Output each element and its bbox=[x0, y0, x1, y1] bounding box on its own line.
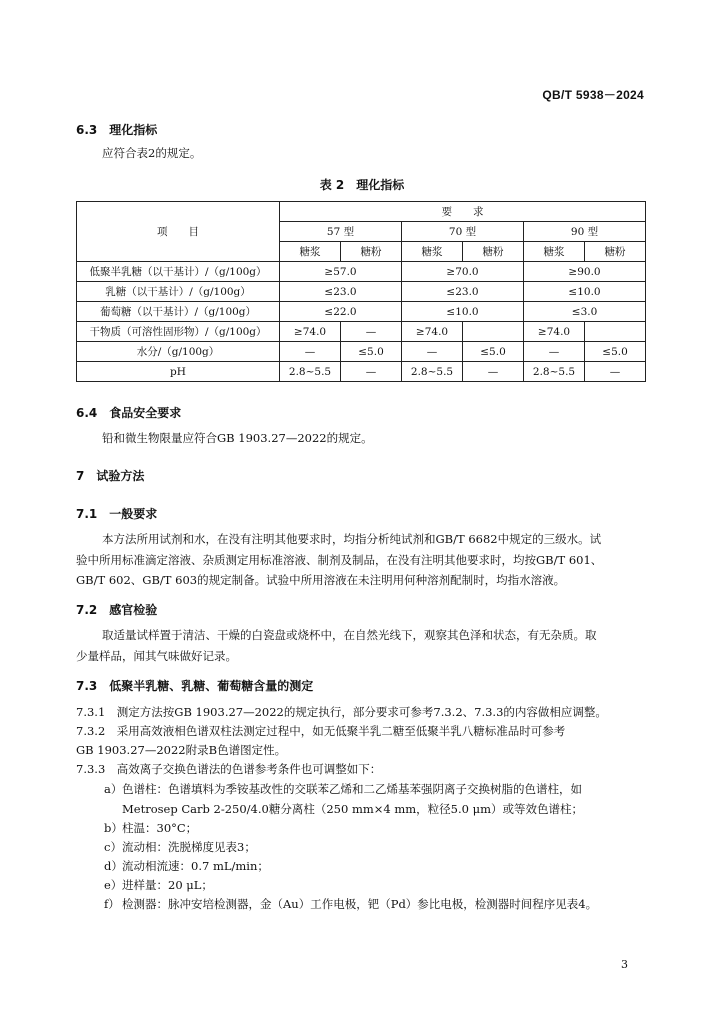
table-cell: ≤10.0 bbox=[402, 302, 524, 322]
table-cell: — bbox=[280, 342, 341, 362]
table-row-label: 水分/（g/100g） bbox=[77, 342, 280, 362]
table-cell: — bbox=[463, 362, 524, 382]
table-sub-cell: 糖粉 bbox=[463, 242, 524, 262]
table-type-90: 90 型 bbox=[524, 222, 646, 242]
table-sub-cell: 糖粉 bbox=[341, 242, 402, 262]
table-cell: 2.8~5.5 bbox=[524, 362, 585, 382]
table-row bbox=[77, 262, 646, 282]
table-cell: ≤22.0 bbox=[280, 302, 402, 322]
section-7-3-3: 7.3.3 高效离子交换色谱法的色谱参考条件也可调整如下： bbox=[76, 762, 382, 776]
table-row bbox=[77, 282, 646, 302]
table-cell: ≥74.0 bbox=[524, 322, 585, 342]
list-item-text: 流动相流速：0.7 mL/min； bbox=[122, 859, 269, 873]
table-cell: ≤5.0 bbox=[585, 342, 646, 362]
table-row-label: 干物质（可溶性固形物）/（g/100g） bbox=[77, 322, 280, 342]
list-item-text: 进样量：20 μL； bbox=[122, 878, 213, 892]
table-cell: ≤23.0 bbox=[402, 282, 524, 302]
section-7-3-2-line-2: GB 1903.27—2022附录B色谱图定性。 bbox=[76, 743, 287, 757]
table-cell: — bbox=[341, 322, 402, 342]
table-cell: ≤5.0 bbox=[341, 342, 402, 362]
section-7-1-title: 7.1 一般要求 bbox=[76, 507, 158, 521]
table-type-57: 57 型 bbox=[280, 222, 402, 242]
table-row bbox=[77, 322, 646, 342]
table-head-requirement: 要 求 bbox=[280, 202, 646, 222]
section-6-3-title: 6.3 理化指标 bbox=[76, 123, 158, 137]
section-6-3-text: 应符合表2的规定。 bbox=[102, 146, 202, 160]
table-header-row bbox=[77, 202, 646, 222]
table-cell: ≥57.0 bbox=[280, 262, 402, 282]
table-2 bbox=[76, 201, 646, 382]
list-item-label: d） bbox=[104, 859, 123, 873]
table-cell: — bbox=[341, 362, 402, 382]
table-sub-cell: 糖浆 bbox=[524, 242, 585, 262]
table-row-label: 乳糖（以干基计）/（g/100g） bbox=[77, 282, 280, 302]
list-item-label: a） bbox=[104, 782, 123, 796]
table-cell: — bbox=[402, 342, 463, 362]
list-item-text: Metrosep Carb 2-250/4.0糖分离柱（250 mm×4 mm，粒径5.0 μm）或等效色谱柱； bbox=[122, 802, 583, 816]
table-row bbox=[77, 342, 646, 362]
page-number: 3 bbox=[621, 958, 628, 971]
section-7-title: 7 试验方法 bbox=[76, 469, 145, 483]
table-cell: ≥74.0 bbox=[280, 322, 341, 342]
section-6-4-text: 铅和微生物限量应符合GB 1903.27—2022的规定。 bbox=[102, 431, 373, 445]
table-row-label: 葡萄糖（以干基计）/（g/100g） bbox=[77, 302, 280, 322]
list-item-label: f） bbox=[104, 897, 120, 911]
section-6-4-title: 6.4 食品安全要求 bbox=[76, 406, 182, 420]
table-cell: ≤5.0 bbox=[463, 342, 524, 362]
section-7-1-line-2: 验中所用标准滴定溶液、杂质测定用标准溶液、制剂及制品，在没有注明其他要求时，均按GB/T 601、 bbox=[76, 553, 603, 567]
table-cell: — bbox=[585, 362, 646, 382]
list-item-text: 色谱柱：色谱填料为季铵基改性的交联苯乙烯和二乙烯基苯强阴离子交换树脂的色谱柱，如 bbox=[122, 782, 582, 796]
table-head-item: 项 目 bbox=[77, 202, 280, 262]
table-cell: — bbox=[524, 342, 585, 362]
table-cell: ≤10.0 bbox=[524, 282, 646, 302]
list-item-label: e） bbox=[104, 878, 123, 892]
table-cell: ≥90.0 bbox=[524, 262, 646, 282]
section-7-1-line-3: GB/T 602、GB/T 603的规定制备。试验中所用溶液在未注明用何种溶剂配制时，均指水溶液。 bbox=[76, 573, 566, 587]
table-row-label: 低聚半乳糖（以干基计）/（g/100g） bbox=[77, 262, 280, 282]
table-cell: ≥74.0 bbox=[402, 322, 463, 342]
list-item-label: c） bbox=[104, 840, 122, 854]
table-row bbox=[77, 362, 646, 382]
table-cell: 2.8~5.5 bbox=[280, 362, 341, 382]
section-7-3-title: 7.3 低聚半乳糖、乳糖、葡萄糖含量的测定 bbox=[76, 679, 314, 693]
table-type-70: 70 型 bbox=[402, 222, 524, 242]
section-7-3-2-line-1: 7.3.2 采用高效液相色谱双柱法测定过程中，如无低聚半乳二糖至低聚半乳八糖标准品时可参考 bbox=[76, 724, 566, 738]
table-2-caption: 表 2 理化指标 bbox=[319, 178, 405, 192]
table-cell: ≥70.0 bbox=[402, 262, 524, 282]
list-item-label: b） bbox=[104, 821, 123, 835]
table-cell: ≤23.0 bbox=[280, 282, 402, 302]
table-row-label: pH bbox=[77, 362, 280, 382]
standard-code: QB/T 5938－2024 bbox=[542, 88, 644, 102]
table-cell bbox=[585, 322, 646, 342]
table-cell bbox=[463, 322, 524, 342]
section-7-1-line-1: 本方法所用试剂和水，在没有注明其他要求时，均指分析纯试剂和GB/T 6682中规定的三级水。试 bbox=[102, 532, 602, 546]
list-item-text: 检测器：脉冲安培检测器，金（Au）工作电极，钯（Pd）参比电极，检测器时间程序见表4。 bbox=[122, 897, 598, 911]
table-cell: ≤3.0 bbox=[524, 302, 646, 322]
table-row bbox=[77, 302, 646, 322]
table-cell: 2.8~5.5 bbox=[402, 362, 463, 382]
table-sub-cell: 糖浆 bbox=[402, 242, 463, 262]
table-sub-cell: 糖粉 bbox=[585, 242, 646, 262]
table-sub-cell: 糖浆 bbox=[280, 242, 341, 262]
section-7-2-line-2: 少量样品，闻其气味做好记录。 bbox=[76, 649, 237, 663]
section-7-3-1: 7.3.1 测定方法按GB 1903.27—2022的规定执行，部分要求可参考7.3.2、7.3.3的内容做相应调整。 bbox=[76, 705, 607, 719]
list-item-text: 柱温：30°C； bbox=[122, 821, 198, 835]
section-7-2-title: 7.2 感官检验 bbox=[76, 603, 158, 617]
list-item-text: 流动相：洗脱梯度见表3； bbox=[122, 840, 256, 854]
section-7-2-line-1: 取适量试样置于清洁、干燥的白瓷盘或烧杯中，在自然光线下，观察其色泽和状态，有无杂质。取 bbox=[102, 628, 597, 642]
